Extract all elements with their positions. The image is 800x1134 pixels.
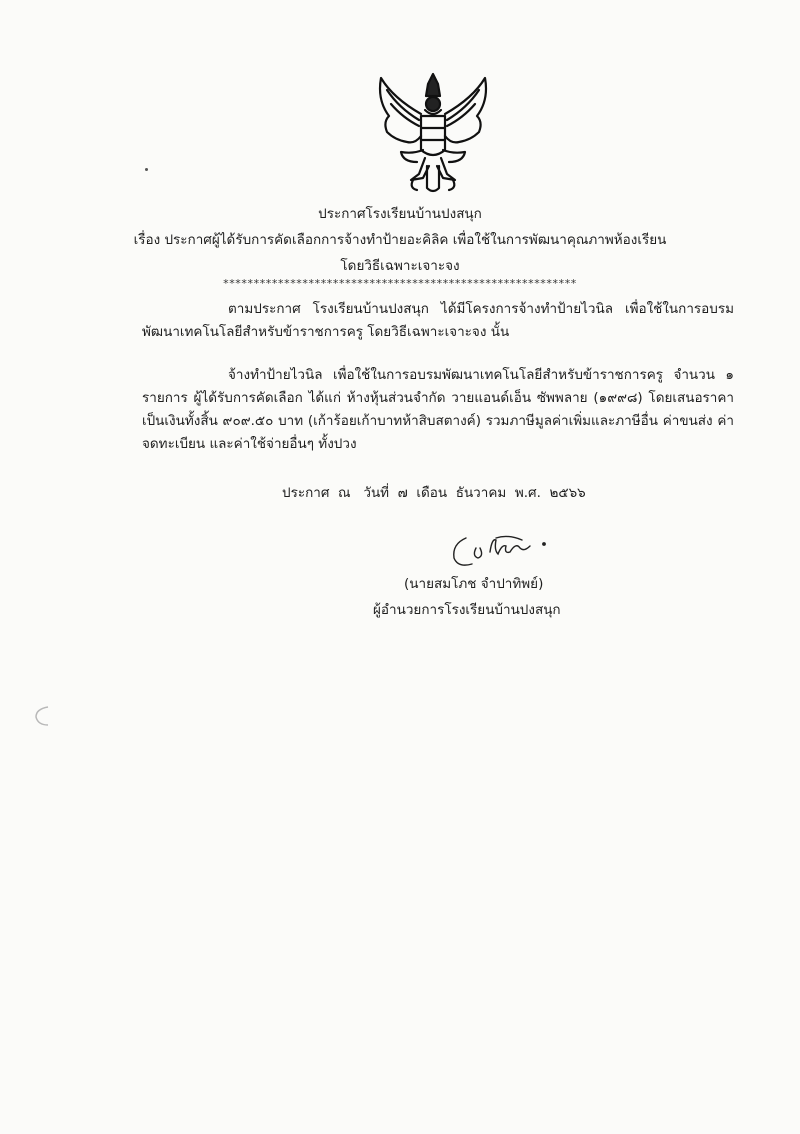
school-announcement-title: ประกาศโรงเรียนบ้านปงสนุก [318, 206, 482, 222]
scan-speck [145, 168, 148, 171]
announcement-date: ประกาศ ณ วันที่ ๗ เดือน ธันวาคม พ.ศ. ๒๕๖๖ [282, 485, 586, 501]
announcement-subject: เรื่อง ประกาศผู้ได้รับการคัดเลือกการจ้างทำป้ายอะคิลิค เพื่อใช้ในการพัฒนาคุณภาพห้องเรียน [133, 232, 667, 248]
paragraph-2 [142, 364, 734, 456]
handwritten-signature [446, 530, 558, 572]
procurement-method: โดยวิธีเฉพาะเจาะจง [340, 258, 460, 274]
signer-name: (นายสมโภช จำปาทิพย์) [404, 576, 544, 592]
separator-line: ********************************************************** [223, 277, 577, 290]
garuda-emblem-icon [372, 70, 494, 194]
paragraph-1 [142, 298, 734, 344]
paragraph-1-text: ตามประกาศ โรงเรียนบ้านปงสนุก ได้มีโครงการจ้างทำป้ายไวนิล เพื่อใช้ในการอบรมพัฒนาเทคโนโลยีสำหรับข้าราชการครู โดยวิธีเฉพาะเจาะจง นั้น [142, 301, 734, 340]
paragraph-2-text: จ้างทำป้ายไวนิล เพื่อใช้ในการอบรมพัฒนาเทคโนโลยีสำหรับข้าราชการครู จำนวน ๑ รายการ ผู้ได้รับการคัดเลือก ได้แก่ ห้างหุ้นส่วนจำกัด วายแอนด์เอ็น ซัพพลาย (๑๙๙๘) โดยเสนอราคา เป็นเงินทั้งสิ้น ๙๐๙.๕๐ บาท (เก้าร้อยเก้าบาทห้าสิบสตางค์) รวมภาษีมูลค่าเพิ่มและภาษีอื่น ค่าขนส่ง ค่าจดทะเบียน และค่าใช้จ่ายอื่นๆ ทั้งปวง [142, 367, 734, 452]
signer-position: ผู้อำนวยการโรงเรียนบ้านปงสนุก [373, 602, 561, 618]
punch-hole-mark [30, 703, 56, 729]
